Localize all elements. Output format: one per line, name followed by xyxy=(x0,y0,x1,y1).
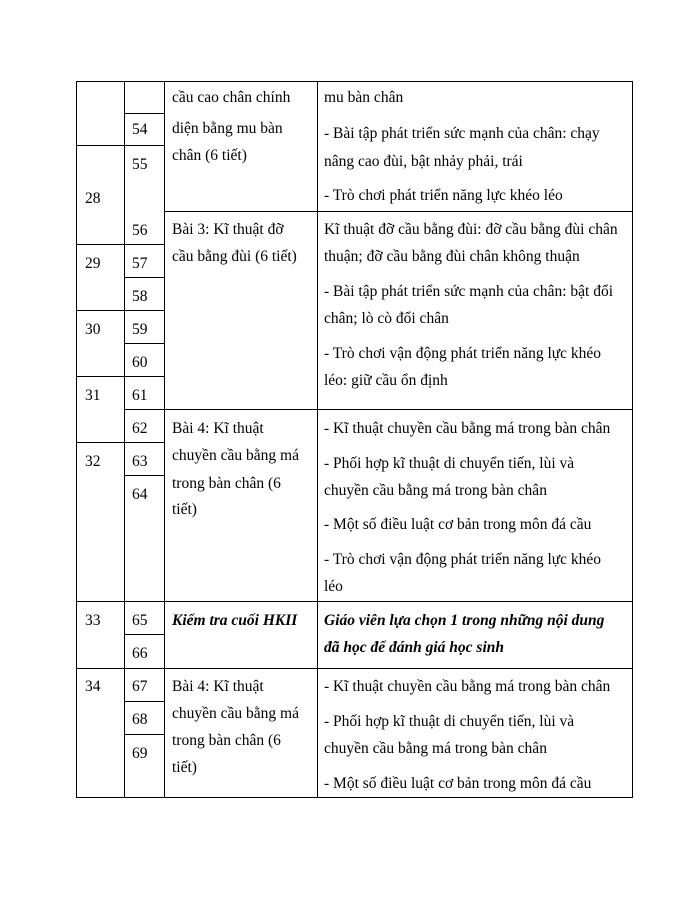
table-border xyxy=(76,797,633,798)
content-line: - Trò chơi vận động phát triển năng lực khéo xyxy=(324,551,602,568)
lesson-number: 69 xyxy=(132,745,148,762)
lesson-number: 57 xyxy=(132,255,148,272)
topic-line: chuyền cầu bằng má xyxy=(172,705,299,722)
content-line: - Bài tập phát triển sức mạnh của chân: bật đổi xyxy=(324,283,614,300)
column-divider xyxy=(124,81,125,798)
schedule-table xyxy=(76,81,633,798)
content-exam-line: đã học để đánh giá học sinh xyxy=(324,639,505,656)
row-divider xyxy=(124,668,165,669)
row-divider xyxy=(164,409,633,410)
topic-line: Bài 3: Kĩ thuật đỡ xyxy=(172,221,284,238)
lesson-number: 67 xyxy=(132,678,148,695)
lesson-number: 65 xyxy=(132,612,148,629)
lesson-number: 68 xyxy=(132,711,148,728)
topic-line: tiết) xyxy=(172,501,197,518)
row-divider xyxy=(124,409,165,410)
topic-line: trong bàn chân (6 xyxy=(172,732,281,749)
topic-line: trong bàn chân (6 xyxy=(172,475,281,492)
topic-exam: Kiểm tra cuối HKII xyxy=(172,612,298,629)
lesson-number: 54 xyxy=(132,121,148,138)
table-border xyxy=(76,81,633,82)
row-divider xyxy=(124,310,165,311)
topic-line: diện bằng mu bàn xyxy=(172,120,283,137)
topic-line: cầu cao chân chính xyxy=(172,89,291,106)
content-line: - Kĩ thuật chuyền cầu bằng má trong bàn chân xyxy=(324,678,611,695)
week-number: 30 xyxy=(85,321,101,338)
lesson-number: 63 xyxy=(132,453,148,470)
row-divider xyxy=(124,343,165,344)
content-line: - Phối hợp kĩ thuật di chuyển tiến, lùi và xyxy=(324,713,575,730)
topic-line: Bài 4: Kĩ thuật xyxy=(172,678,264,695)
lesson-number: 56 xyxy=(132,222,148,239)
column-divider xyxy=(164,81,165,798)
lesson-number: 58 xyxy=(132,288,148,305)
content-line: chân; lò cò đổi chân xyxy=(324,310,449,327)
content-line: - Một số điều luật cơ bản trong môn đá cầu xyxy=(324,516,592,533)
row-divider xyxy=(124,634,165,635)
row-divider xyxy=(76,244,125,245)
lesson-number: 66 xyxy=(132,645,148,662)
content-line: thuận; đỡ cầu bằng đùi chân không thuận xyxy=(324,248,580,265)
topic-line: chuyền cầu bằng má xyxy=(172,447,299,464)
content-line: chuyền cầu bằng má trong bàn chân xyxy=(324,740,547,757)
content-line: - Phối hợp kĩ thuật di chuyển tiến, lùi và xyxy=(324,455,575,472)
content-line: - Trò chơi vận động phát triển năng lực khéo xyxy=(324,345,602,362)
row-divider xyxy=(124,442,165,443)
content-exam-line: Giáo viên lựa chọn 1 trong những nội dung xyxy=(324,612,605,629)
week-number: 32 xyxy=(85,453,101,470)
row-divider xyxy=(124,701,165,702)
row-divider xyxy=(124,376,165,377)
week-number: 29 xyxy=(85,255,101,272)
lesson-number: 64 xyxy=(132,486,148,503)
row-divider xyxy=(76,601,125,602)
row-divider xyxy=(76,668,125,669)
lesson-number: 62 xyxy=(132,420,148,437)
topic-line: chân (6 tiết) xyxy=(172,147,247,164)
row-divider xyxy=(76,442,125,443)
lesson-number: 59 xyxy=(132,321,148,338)
column-divider xyxy=(317,81,318,798)
lesson-number: 55 xyxy=(132,156,148,173)
content-line: - Kĩ thuật chuyền cầu bằng má trong bàn chân xyxy=(324,420,611,437)
content-line: - Bài tập phát triển sức mạnh của chân: chạy xyxy=(324,125,600,142)
content-line: - Một số điều luật cơ bản trong môn đá cầu xyxy=(324,775,592,792)
row-divider xyxy=(164,601,633,602)
row-divider xyxy=(76,145,125,146)
lesson-number: 61 xyxy=(132,387,148,404)
table-border xyxy=(632,81,633,798)
week-number: 28 xyxy=(85,190,101,207)
content-line: Kĩ thuật đỡ cầu bằng đùi: đỡ cầu bằng đùi chân xyxy=(324,221,618,238)
row-divider xyxy=(124,145,165,146)
table-border xyxy=(76,81,77,798)
row-divider xyxy=(124,601,165,602)
week-number: 33 xyxy=(85,612,101,629)
content-line: léo xyxy=(324,578,343,595)
week-number: 34 xyxy=(85,678,101,695)
row-divider xyxy=(76,310,125,311)
topic-line: tiết) xyxy=(172,759,197,776)
row-divider xyxy=(124,475,165,476)
content-line: chuyền cầu bằng má trong bàn chân xyxy=(324,482,547,499)
row-divider xyxy=(124,277,165,278)
row-divider xyxy=(164,211,633,212)
row-divider xyxy=(164,668,633,669)
row-divider xyxy=(124,113,165,114)
content-line: - Trò chơi phát triển năng lực khéo léo xyxy=(324,187,563,204)
lesson-number: 60 xyxy=(132,354,148,371)
row-divider xyxy=(124,734,165,735)
row-divider xyxy=(124,244,165,245)
row-divider xyxy=(76,376,125,377)
topic-line: Bài 4: Kĩ thuật xyxy=(172,420,264,437)
content-line: léo: giữ cầu ổn định xyxy=(324,372,448,389)
content-line: mu bàn chân xyxy=(324,89,404,106)
topic-line: cầu bằng đùi (6 tiết) xyxy=(172,248,297,265)
week-number: 31 xyxy=(85,387,101,404)
content-line: nâng cao đùi, bật nhảy phải, trái xyxy=(324,153,523,170)
